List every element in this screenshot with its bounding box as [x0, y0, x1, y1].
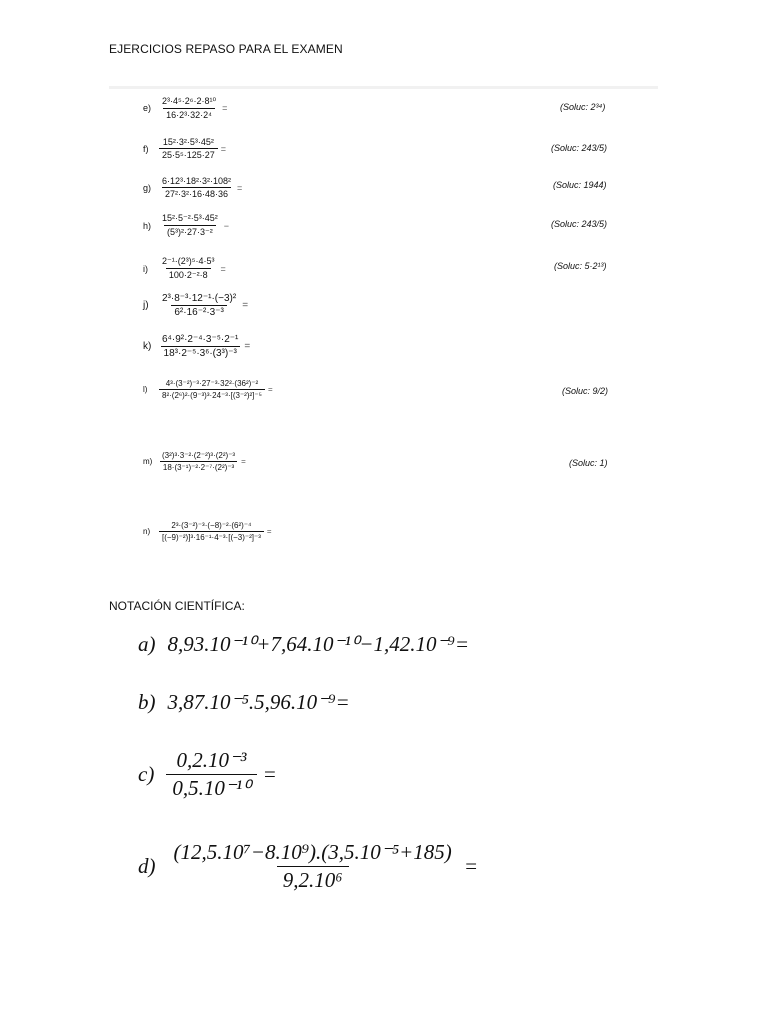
- equals-sign: =: [266, 527, 272, 536]
- numerator: 4³·(3⁻²)⁻³·27⁻³·32²·(36²)⁻²: [165, 379, 259, 388]
- exercise-label: a): [138, 632, 156, 656]
- scientific-c: [138, 748, 277, 801]
- solution-e: (Soluc: 2³⁴): [560, 102, 606, 112]
- section-title: NOTACIÓN CIENTÍFICA:: [109, 599, 245, 613]
- fraction: [168, 840, 458, 893]
- denominator: (5³)²·27·3⁻²: [164, 225, 216, 238]
- numerator: 6·12³·18²·3²·108²: [162, 176, 232, 186]
- exercise-label: f): [143, 143, 149, 154]
- denominator: 25·5⁵·125·27: [159, 148, 218, 160]
- fraction: [159, 334, 241, 359]
- exercise-label: e): [143, 103, 152, 113]
- scientific-a: [138, 632, 469, 657]
- equals-sign: =: [244, 341, 251, 352]
- solution-g: (Soluc: 1944): [553, 180, 607, 190]
- equals-sign: =: [242, 300, 249, 311]
- fraction: [159, 379, 265, 400]
- fraction: [159, 176, 234, 199]
- equals-sign: =: [220, 143, 227, 154]
- exercise-label: m): [143, 457, 153, 466]
- denominator: 16·2³·32·2⁴: [163, 108, 215, 120]
- fraction: [159, 213, 221, 238]
- exercise-label: g): [143, 182, 152, 193]
- denominator: [(−9)⁻²)]³·16⁻¹·4⁻³·[(−3)⁻²]⁻³: [159, 531, 264, 542]
- fraction: [159, 521, 264, 542]
- fraction: [159, 451, 238, 472]
- exercise-label: b): [138, 690, 156, 714]
- equals-sign: =: [220, 263, 226, 274]
- solution-m: (Soluc: 1): [569, 458, 608, 468]
- denominator: 8²·(2⁶)²·(9⁻³)³·24⁻³·[(3⁻²)²]⁻⁵: [159, 389, 265, 400]
- exercise-label: j): [143, 300, 149, 311]
- numerator: 6⁴·9²·2⁻⁴·3⁻⁵·2⁻¹: [162, 334, 239, 345]
- solution-l: (Soluc: 9/2): [562, 386, 609, 396]
- exercise-l: [143, 379, 273, 400]
- expression: 8,93.10⁻¹⁰+7,64.10⁻¹⁰−1,42.10⁻⁹=: [167, 632, 469, 656]
- equals-sign: =: [237, 182, 243, 193]
- expression: 3,87.10⁻⁵.5,96.10⁻⁹=: [167, 690, 350, 714]
- header-divider: [109, 86, 658, 89]
- equals-sign: =: [463, 854, 478, 878]
- exercise-j: [143, 293, 248, 318]
- fraction: [166, 748, 256, 801]
- denominator: 100·2⁻²·8: [166, 268, 211, 281]
- denominator: 18·(3⁻¹)⁻²·2⁻⁷·(2²)⁻³: [160, 461, 237, 472]
- solution-i: (Soluc: 5·2¹³): [554, 261, 607, 271]
- page-header: EJERCICIOS REPASO PARA EL EXAMEN: [109, 42, 343, 56]
- exercise-g: [143, 176, 242, 199]
- exercise-n: [143, 521, 272, 542]
- exercise-m: [143, 451, 246, 472]
- numerator: (12,5.10⁷−8.10⁹).(3,5.10⁻⁵+185): [173, 840, 452, 864]
- scientific-b: [138, 690, 350, 715]
- fraction: [159, 96, 219, 120]
- denominator: 27²·3²·16·48·36: [162, 187, 231, 199]
- equals-sign: −: [223, 220, 230, 231]
- exercise-label: l): [143, 385, 148, 394]
- fraction: [159, 293, 239, 318]
- solution-h: (Soluc: 243/5): [551, 219, 608, 229]
- numerator: 2³·8⁻³·12⁻¹·(−3)²: [162, 293, 237, 304]
- equals-sign: =: [241, 457, 246, 466]
- exercise-label: c): [138, 762, 155, 786]
- denominator: 9,2.10⁶: [277, 866, 349, 893]
- numerator: 15²·3²·5³·45²: [162, 137, 214, 147]
- numerator: 2³·(3⁻²)⁻³·(−8)⁻²·(6²)⁻⁴: [171, 521, 252, 530]
- equals-sign: =: [262, 762, 277, 786]
- fraction: [159, 256, 217, 281]
- exercise-f: [143, 137, 226, 160]
- scientific-d: [138, 840, 478, 893]
- exercise-label: h): [143, 220, 152, 231]
- exercise-e: [143, 96, 227, 120]
- exercise-label: d): [138, 854, 156, 878]
- equals-sign: =: [222, 103, 228, 113]
- exercise-h: [143, 213, 229, 238]
- exercise-label: k): [143, 341, 152, 352]
- solution-f: (Soluc: 243/5): [551, 143, 608, 153]
- numerator: 2⁻¹·(2³)⁵·4·5³: [162, 256, 215, 266]
- exercise-k: [143, 334, 250, 359]
- denominator: 0,5.10⁻¹⁰: [166, 774, 256, 801]
- denominator: 6²·16⁻²·3⁻³: [171, 305, 226, 318]
- denominator: 18³·2⁻⁵·3⁶·(3³)⁻³: [161, 346, 240, 359]
- fraction: [159, 137, 218, 160]
- numerator: (3²)³·3⁻²·(2⁻²)³·(2²)⁻³: [162, 451, 236, 460]
- numerator: 15²·5⁻²·5³·45²: [162, 213, 218, 223]
- numerator: 2³·4⁵·2⁶·2·8¹⁰: [162, 96, 217, 106]
- numerator: 0,2.10⁻³: [176, 748, 247, 772]
- exercise-i: [143, 256, 226, 281]
- equals-sign: =: [267, 385, 273, 394]
- exercise-label: n): [143, 527, 151, 536]
- exercise-label: i): [143, 263, 148, 274]
